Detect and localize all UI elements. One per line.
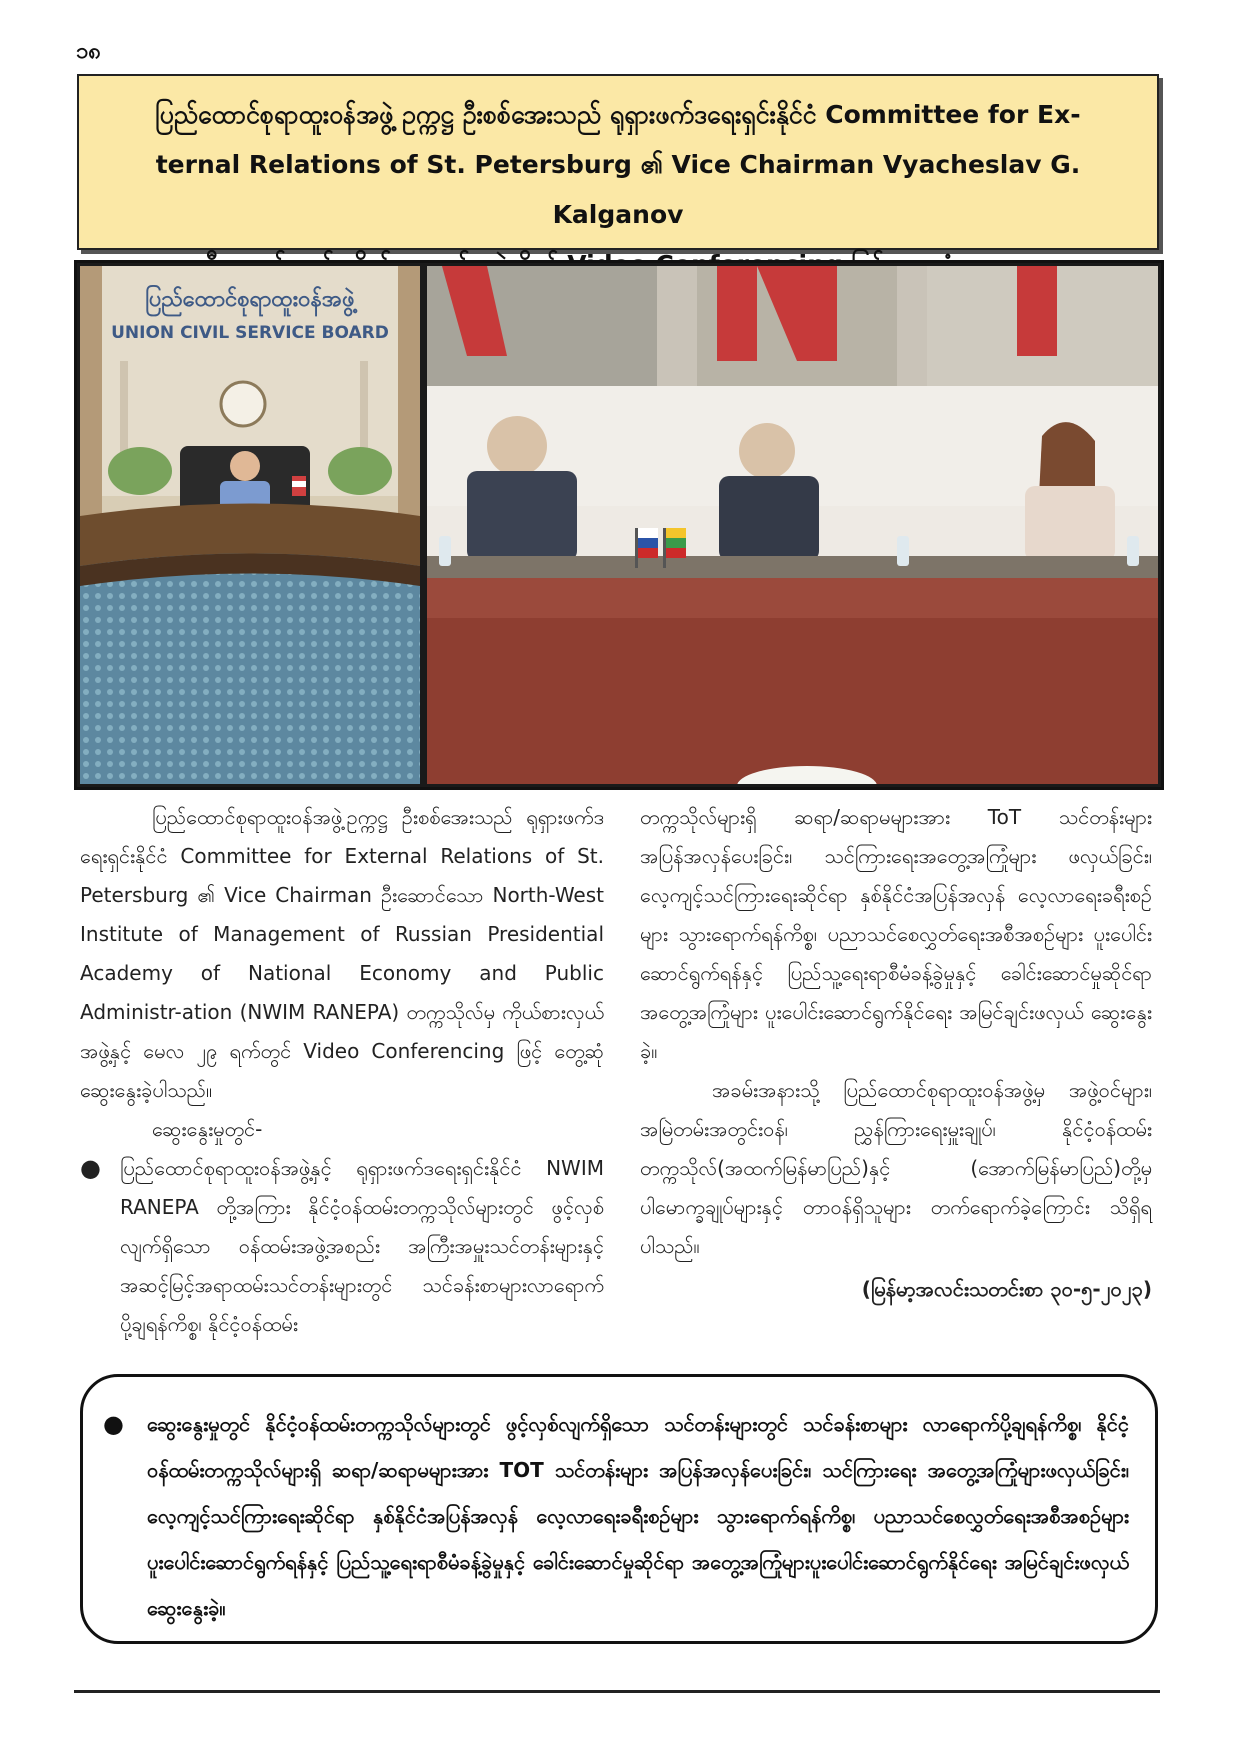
- bullet-icon: ●: [103, 1410, 124, 1438]
- article-source: (မြန်မာ့အလင်းသတင်းစာ ၃၀-၅-၂၀၂၃): [861, 1277, 1152, 1301]
- photo-area: [74, 260, 1164, 790]
- article-bullet: [80, 1149, 604, 1344]
- article-subheading: ဆွေးနွေးမှုတွင်-: [152, 1117, 263, 1141]
- article-bullet-continued: တက္ကသိုလ်များရှိ ဆရာ/ဆရာမများအား ToT သင်တန်းများ အပြန်အလှန်ပေးခြင်း၊ သင်ကြားရေးအတွေ့အကြုံများ ဖလှယ်ခြင်း၊ လေ့ကျင့်သင်ကြားရေးဆိုင်ရာ နှစ်နိုင်ငံအပြန်အလှန် လေ့လာရေးခရီးစဉ်များ သွားရောက်ရန်ကိစ္စ၊ ပညာသင်စေလွှတ်ရေးအစီအစဉ်များ ပူးပေါင်းဆောင်ရွက်ရန်နှင့် ပြည်သူ့ရေးရာစီမံခန့်ခွဲမှုနှင့် ခေါင်းဆောင်မှုဆိုင်ရာ အတွေ့အကြုံများ ပူးပေါင်းဆောင်ရွက်နိုင်ရေး အမြင်ချင်းဖလှယ် ဆွေးနွေးခဲ့။: [640, 805, 1152, 1063]
- headline-box: [77, 74, 1159, 250]
- photo-myanmar-side: [80, 266, 420, 784]
- bullet-icon: ●: [80, 1154, 101, 1182]
- summary-box: [80, 1374, 1158, 1644]
- board-sign-myanmar: ပြည်ထောင်စုရာထူးဝန်အဖွဲ့: [145, 287, 355, 312]
- photo-myanmar-illustration: [80, 266, 420, 784]
- photo-russia-illustration: [427, 266, 1158, 784]
- article-paragraph: ပြည်ထောင်စုရာထူးဝန်အဖွဲ့ဥက္ကဋ္ဌ ဦးစစ်အေးသည် ရုရှားဖက်ဒရေးရှင်းနိုင်ငံ Committee for External Relations of St. Petersburg ၏ Vice Chairman ဦးဆောင်သော North-West Institute of Management of Russian Presidential Academy of National Economy and Public Administr-ation (NWIM RANEPA) တက္ကသိုလ်မှ ကိုယ်စားလှယ်အဖွဲ့နှင့် မေလ ၂၉ ရက်တွင် Video Conferencing ဖြင့် တွေ့ဆုံဆွေးနွေးခဲ့ပါသည်။: [80, 805, 604, 1102]
- page-number: ၁၈: [76, 39, 101, 64]
- board-sign-english: UNION CIVIL SERVICE BOARD: [111, 323, 389, 343]
- article-paragraph: အခမ်းအနားသို့ ပြည်ထောင်စုရာထူးဝန်အဖွဲ့မှ အဖွဲ့ဝင်များ၊ အမြဲတမ်းအတွင်းဝန်၊ ညွှန်ကြားရေးမှူးချုပ်၊ နိုင်ငံ့ဝန်ထမ်းတက္ကသိုလ်(အထက်မြန်မာပြည်)နှင့် (အောက်မြန်မာပြည်)တို့မှ ပါမောက္ခချုပ်များနှင့် တာဝန်ရှိသူများ တက်ရောက်ခဲ့ကြောင်း သိရှိရပါသည်။: [640, 1078, 1152, 1258]
- footer-divider: [74, 1690, 1160, 1693]
- headline-line: ternal Relations of St. Petersburg ၏ Vice Chairman Vyacheslav G. Kalganov: [155, 150, 1081, 229]
- article-column-right: [640, 798, 1152, 1309]
- summary-text: ဆွေးနွေးမှုတွင် နိုင်ငံ့ဝန်ထမ်းတက္ကသိုလ်များတွင် ဖွင့်လှစ်လျက်ရှိသော သင်တန်းများတွင် သင်ခန်းစာများ လာရောက်ပို့ချရန်ကိစ္စ၊ နိုင်ငံ့ဝန်ထမ်းတက္ကသိုလ်များရှိ ဆရာ/ဆရာမများအား TOT သင်တန်းများ အပြန်အလှန်ပေးခြင်း၊ သင်ကြားရေး အတွေ့အကြုံများဖလှယ်ခြင်း၊ လေ့ကျင့်သင်ကြားရေးဆိုင်ရာ နှစ်နိုင်ငံအပြန်အလှန် လေ့လာရေးခရီးစဉ်များ သွားရောက်ရန်ကိစ္စ၊ ပညာသင်စေလွှတ်ရေးအစီအစဉ်များ ပူးပေါင်းဆောင်ရွက်ရန်နှင့် ပြည်သူ့ရေးရာစီမံခန့်ခွဲမှုနှင့် ခေါင်းဆောင်မှုဆိုင်ရာ အတွေ့အကြုံများပူးပေါင်းဆောင်ရွက်နိုင်ရေး အမြင်ချင်းဖလှယ် ဆွေးနွေးခဲ့။: [147, 1412, 1129, 1620]
- article-bullet-text: ပြည်ထောင်စုရာထူးဝန်အဖွဲ့နှင့် ရုရှားဖက်ဒရေးရှင်းနိုင်ငံ NWIM RANEPA တို့အကြား နိုင်ငံ့ဝန်ထမ်းတက္ကသိုလ်များတွင် ဖွင့်လှစ်လျက်ရှိသော ဝန်ထမ်းအဖွဲ့အစည်း အကြီးအမှူးသင်တန်းများနှင့် အဆင့်မြင့်အရာထမ်းသင်တန်းများတွင် သင်ခန်းစာများလာရောက်ပို့ချရန်ကိစ္စ၊ နိုင်ငံ့ဝန်ထမ်း: [120, 1156, 604, 1336]
- article-column-left: [80, 798, 604, 1344]
- photo-russia-side: [427, 266, 1158, 784]
- emblem-icon: [221, 382, 265, 426]
- headline-line: ပြည်ထောင်စုရာထူးဝန်အဖွဲ့ ဥက္ကဋ္ဌ ဦးစစ်အေးသည် ရုရှားဖက်ဒရေးရှင်းနိုင်ငံ Committee for Ex-: [155, 100, 1081, 129]
